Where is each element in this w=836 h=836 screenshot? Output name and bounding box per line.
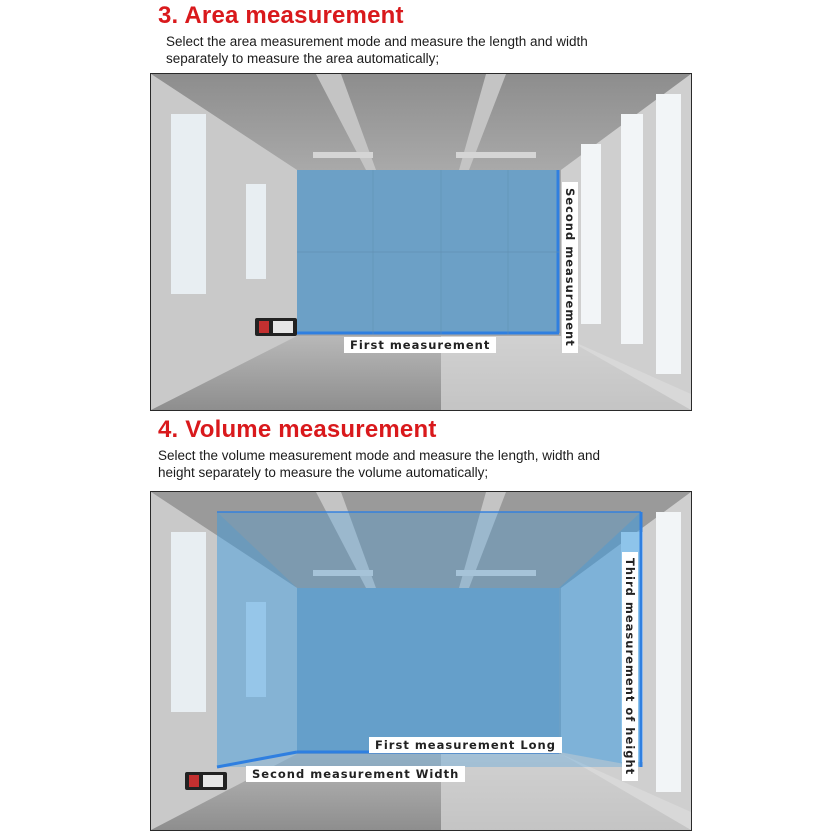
laser-distance-meter-icon bbox=[185, 772, 227, 790]
volume-measurement-title: 4. Volume measurement bbox=[158, 416, 437, 443]
second-measurement-label: Second measurement bbox=[562, 182, 578, 353]
area-desc-line-2: separately to measure the area automatically; bbox=[166, 51, 440, 66]
area-measurement-description bbox=[166, 33, 588, 67]
measured-volume-back-overlay bbox=[297, 588, 559, 752]
laser-distance-meter-icon bbox=[255, 318, 297, 336]
volume-measurement-image bbox=[150, 491, 692, 831]
volume-desc-line-1: Select the volume measurement mode and measure the length, width and bbox=[158, 448, 601, 463]
area-measurement-title: 3. Area measurement bbox=[158, 2, 404, 29]
first-measurement-long-label: First measurement Long bbox=[369, 737, 562, 753]
volume-measurement-description bbox=[158, 447, 600, 481]
area-desc-line-1: Select the area measurement mode and measure the length and width bbox=[166, 34, 588, 49]
third-measurement-height-label: Third measurement of height bbox=[622, 552, 638, 781]
second-measurement-width-label: Second measurement Width bbox=[246, 766, 465, 782]
area-measurement-image bbox=[150, 73, 692, 411]
first-measurement-label: First measurement bbox=[344, 337, 496, 353]
volume-desc-line-2: height separately to measure the volume automatically; bbox=[158, 465, 489, 480]
room-illustration-area bbox=[151, 74, 691, 410]
